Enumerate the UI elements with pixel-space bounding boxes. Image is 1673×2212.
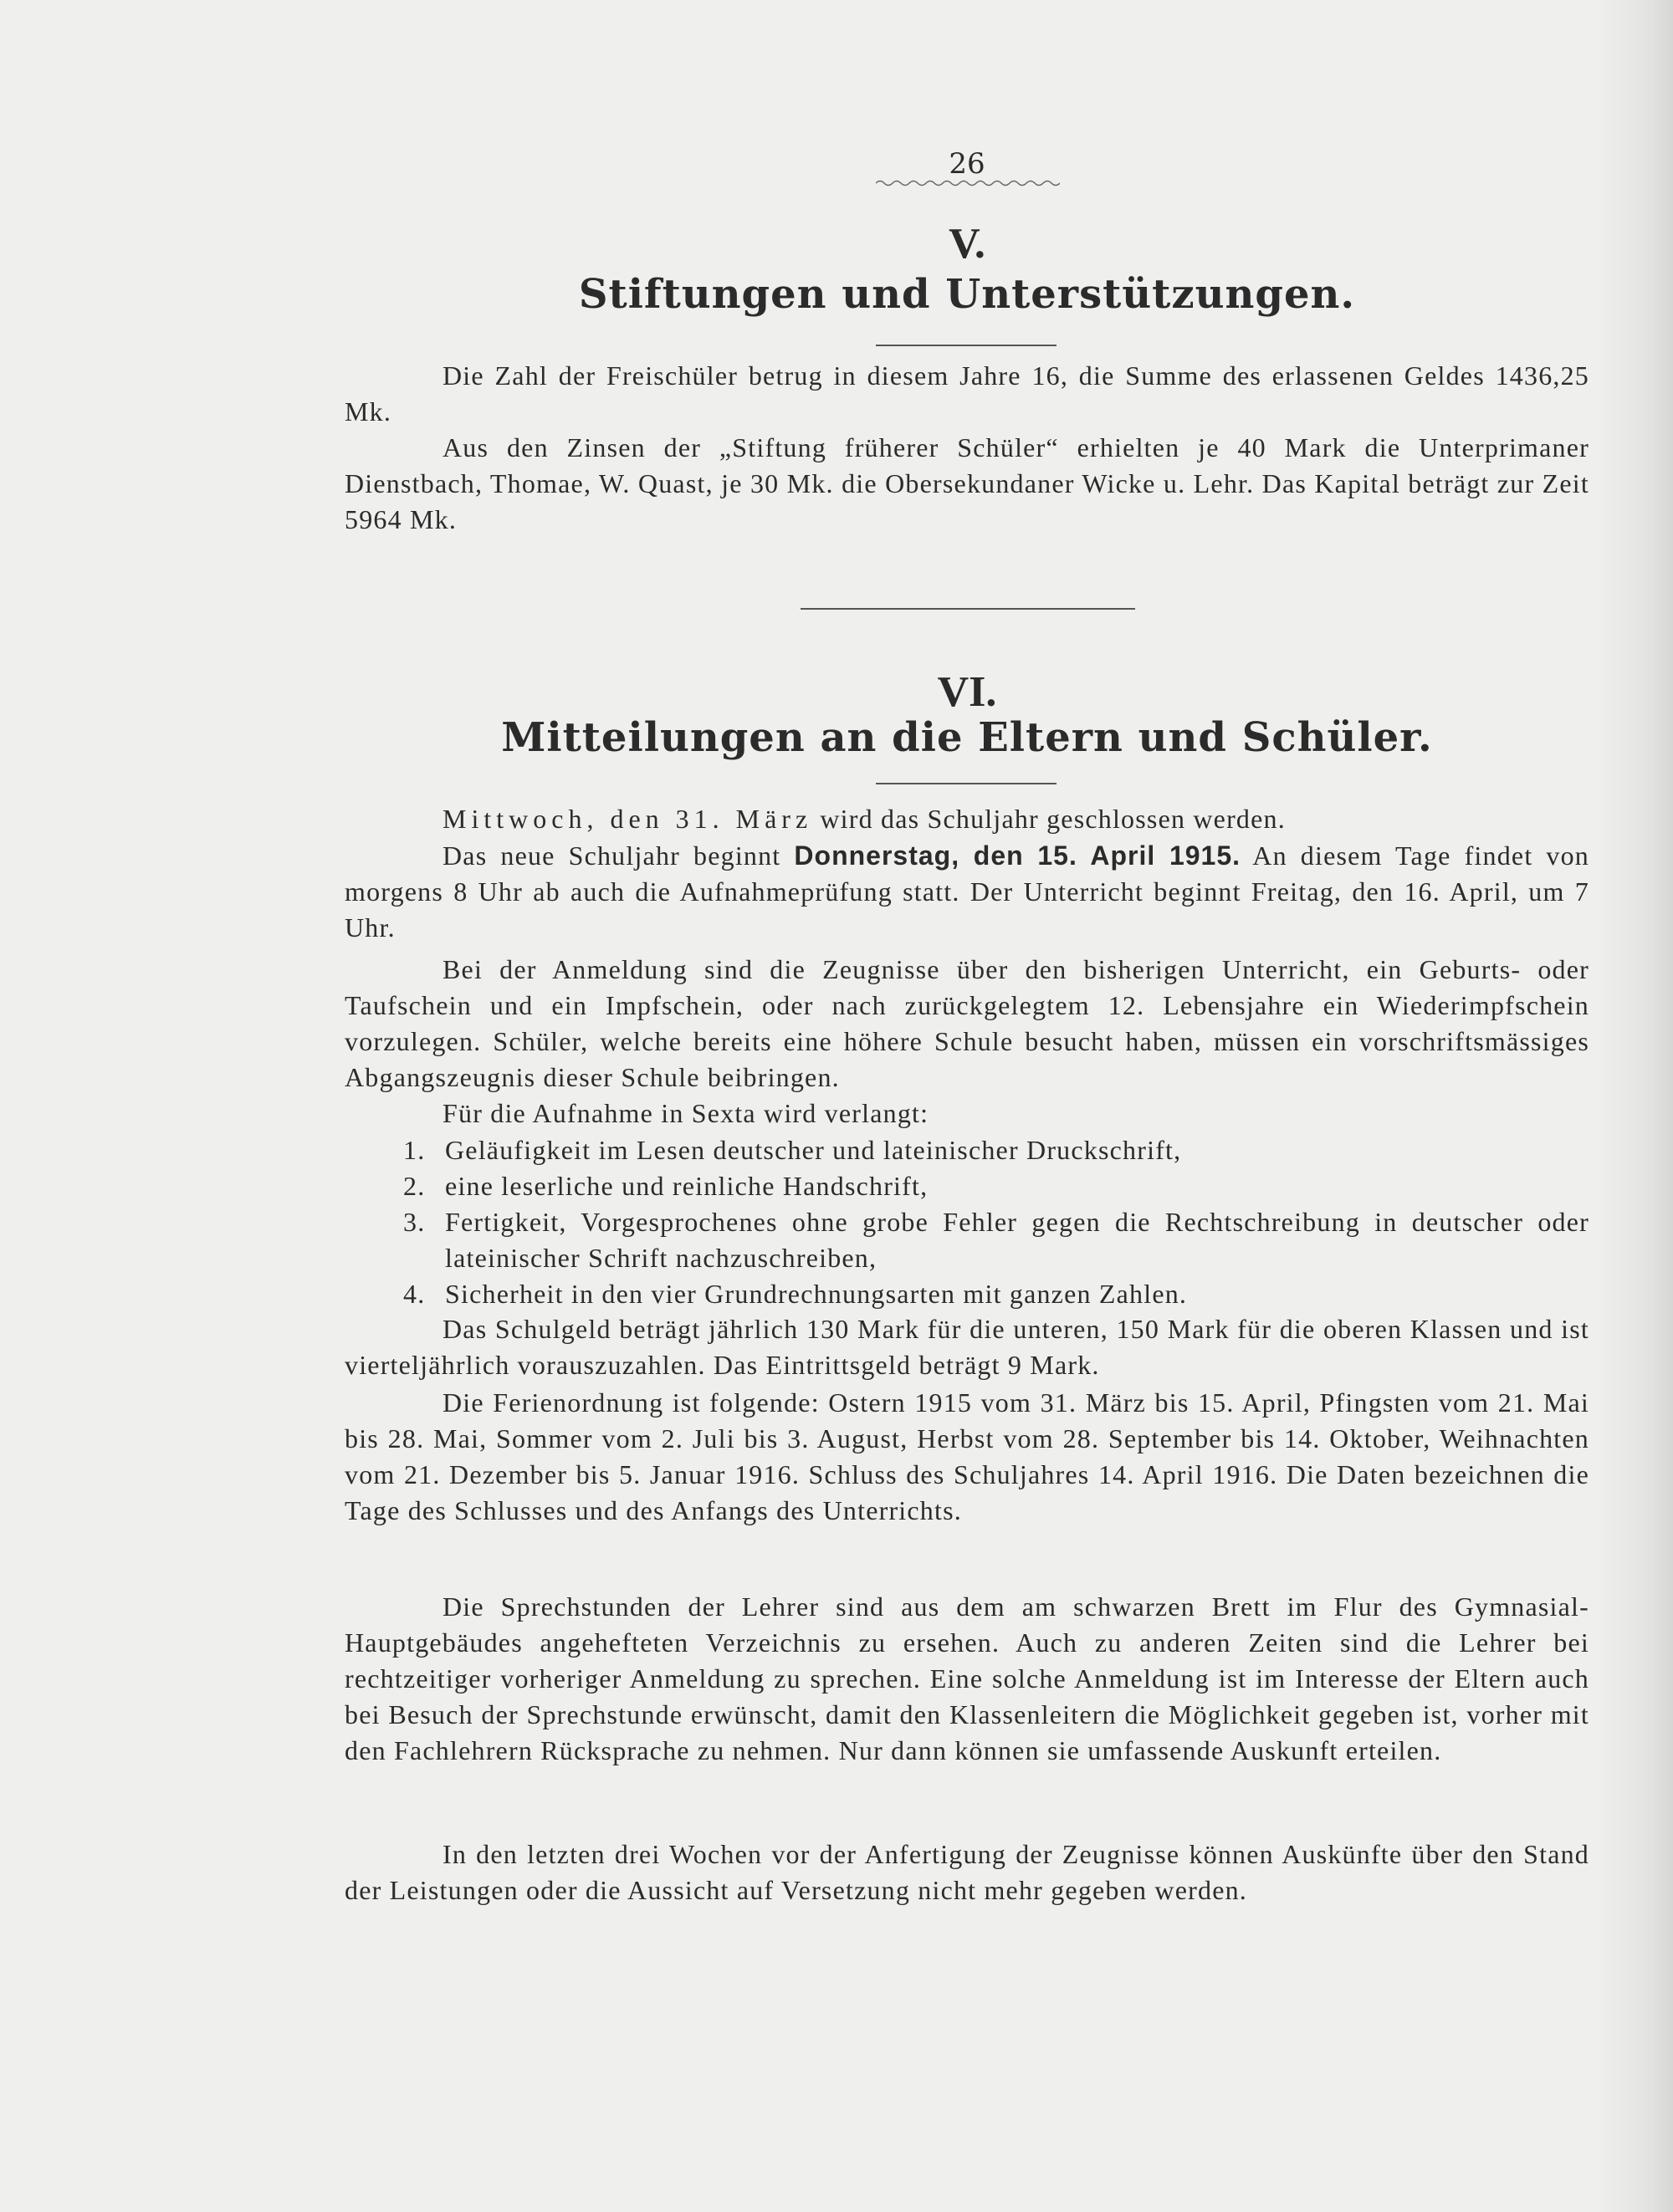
section-6-paragraph-4: Für die Aufnahme in Sexta wird verlangt: [443, 1098, 929, 1128]
section-6-paragraph-2: Das neue Schuljahr beginnt Donnerstag, den 15. April 1915. An diesem Tage findet von morgens 8 Uhr ab auch die Aufnahmeprüfung statt. Der Unterricht beginnt Freitag, den 16. April, um 7 Uhr. [345, 840, 1590, 943]
closing-date: Mittwoch, den 31. März [443, 804, 813, 834]
section-6-title-rule [876, 783, 1056, 784]
admission-requirements-list [403, 1132, 1589, 1312]
list-item: 4. Sicherheit in den vier Grundrechnungsarten mit ganzen Zahlen. [403, 1279, 1188, 1309]
list-item: 3. Fertigkeit, Vorgesprochenes ohne grobe Fehler gegen die Rechtschreibung in deutscher oder lateinischer Schrift nachzuschreiben, [403, 1207, 1589, 1273]
section-5-number: V. [949, 220, 985, 268]
section-6-paragraph-8: In den letzten drei Wochen vor der Anfertigung der Zeugnisse können Auskünfte über den Stand der Leistungen oder die Aussicht auf Versetzung nicht mehr gegeben werden. [345, 1839, 1589, 1905]
section-6-paragraph-6: Die Ferienordnung ist folgende: Ostern 1915 vom 31. März bis 15. April, Pfingsten vom 21. Mai bis 28. Mai, Sommer vom 2. Juli bis 3. August, Herbst vom 28. September bis 14. Oktober, Weihnachten vom 21. Dezember bis 5. Januar 1916. Schluss des Schuljahres 14. April 1916. Die Daten bezeichnen die Tage des Schlusses und des Anfangs des Unterrichts. [345, 1387, 1589, 1525]
section-6-title: Mitteilungen an die Eltern und Schüler. [501, 714, 1433, 761]
section-6-paragraph-1: Mittwoch, den 31. März wird das Schuljahr geschlossen werden. [443, 804, 1286, 834]
section-divider [801, 608, 1135, 610]
section-6-paragraph-5: Das Schulgeld beträgt jährlich 130 Mark für die unteren, 150 Mark für die oberen Klassen und ist vierteljährlich vorauszuzahlen. Das Eintrittsgeld beträgt 9 Mark. [345, 1314, 1589, 1380]
page-gutter-shadow [1598, 0, 1673, 2212]
section-6-paragraph-3: Bei der Anmeldung sind die Zeugnisse über den bisherigen Unterricht, ein Geburts- oder Taufschein und ein Impfschein, oder nach zurückgelegtem 12. Lebensjahre ein Wiederimpfschein vorzulegen. Schüler, welche bereits eine höhere Schule besucht haben, müssen ein vorschriftsmässiges Abgangszeugnis dieser Schule beibringen. [345, 954, 1589, 1092]
page-number-ornament [876, 179, 1060, 187]
section-5-title-rule [876, 345, 1056, 346]
section-5-title: Stiftungen und Unterstützungen. [578, 271, 1356, 318]
section-5-paragraph-2: Aus den Zinsen der „Stiftung früherer Schüler“ erhielten je 40 Mark die Unterprimaner Dienstbach, Thomae, W. Quast, je 30 Mk. die Obersekundaner Wicke u. Lehr. Das Kapital beträgt zur Zeit 5964 Mk. [345, 432, 1589, 534]
page-number: 26 [949, 147, 985, 181]
list-item: 2. eine leserliche und reinliche Handschrift, [403, 1171, 929, 1201]
section-5-paragraph-1: Die Zahl der Freischüler betrug in diesem Jahre 16, die Summe des erlassenen Geldes 1436,25 Mk. [345, 360, 1589, 427]
start-date: Donnerstag, den 15. April 1915. [794, 840, 1241, 871]
list-item: 1. Geläufigkeit im Lesen deutscher und lateinischer Druckschrift, [403, 1135, 1182, 1165]
section-6-paragraph-7: Die Sprechstunden der Lehrer sind aus dem am schwarzen Brett im Flur des Gymnasial-Hauptgebäudes angehefteten Verzeichnis zu ersehen. Auch zu anderen Zeiten sind die Lehrer bei rechtzeitiger vorheriger Anmeldung zu sprechen. Eine solche Anmeldung ist im Interesse der Eltern auch bei Besuch der Sprechstunde erwünscht, damit den Klassenleitern die Möglichkeit gegeben ist, vorher mit den Fachlehrern Rücksprache zu nehmen. Nur dann können sie umfassende Auskunft erteilen. [345, 1591, 1589, 1765]
section-6-number: VI. [937, 668, 997, 716]
